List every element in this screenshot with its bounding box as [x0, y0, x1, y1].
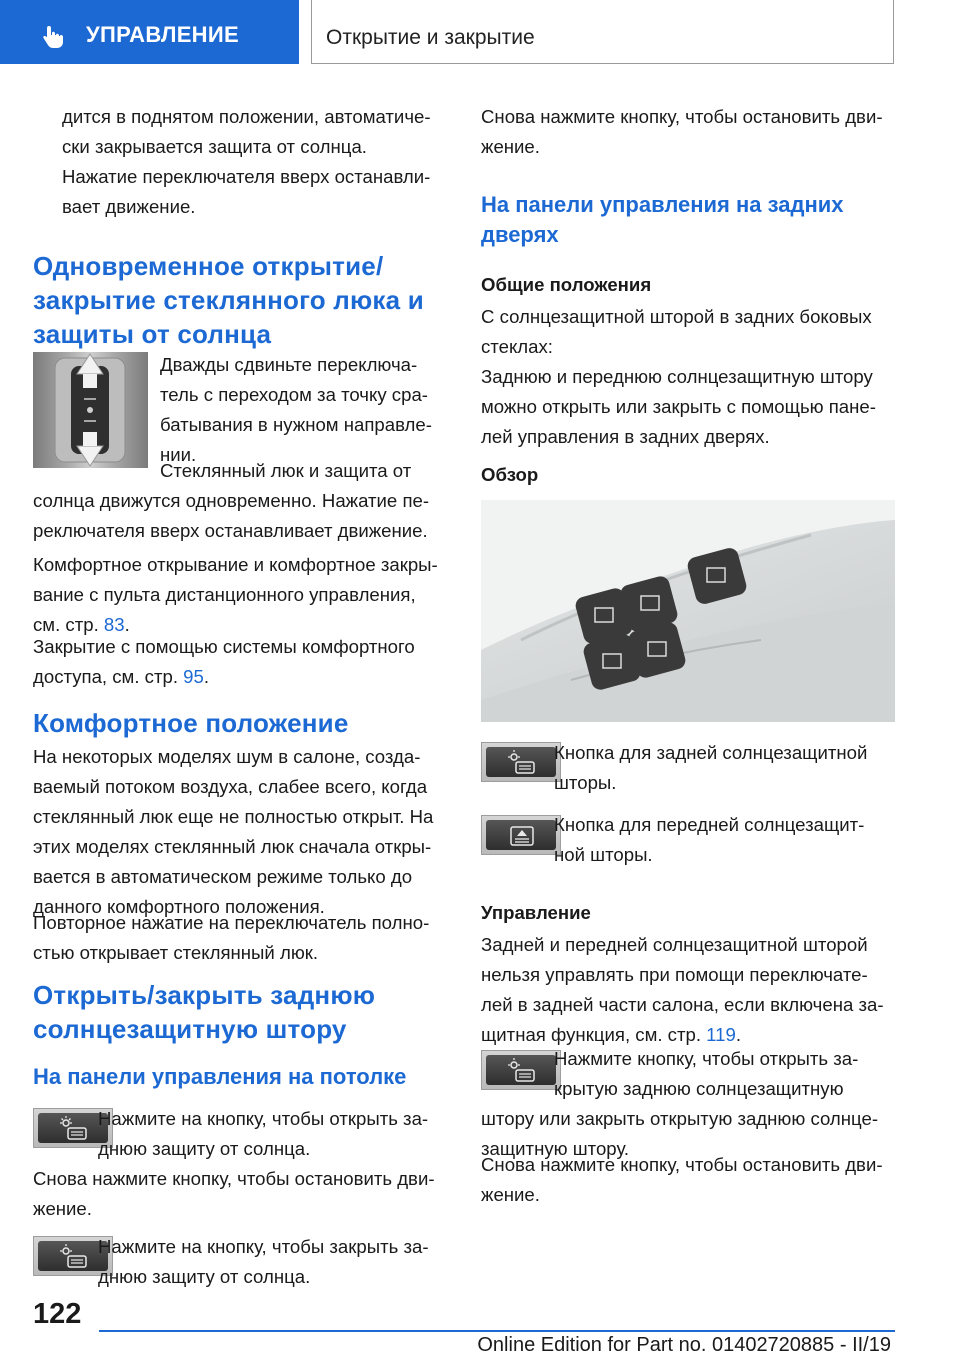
paragraph-control-protection: Задней и передней солнцезащитной шторой нельзя управлять при помощи переключате- лей в задней части салона, если включена за- щитная функция, см. стр. 119. [481, 934, 884, 1045]
heading-ceiling-panel: На панели управления на потолке [33, 1064, 407, 1089]
heading-overview: Обзор [481, 464, 539, 485]
footer-edition: Online Edition for Part no. 01402720885 - II/19 [477, 1334, 891, 1356]
paragraph-move-together-b: солнца движутся одновременно. Нажатие пе- реключателя вверх останавливает движение. [33, 490, 430, 541]
window-shade-button-icon [508, 823, 536, 849]
paragraph-stop-again-right: Снова нажмите кнопку, чтобы остановить дви- жение. [481, 106, 883, 157]
page-ref-119[interactable]: 119 [706, 1024, 736, 1045]
heading-simultaneous: Одновременное открытие/ закрытие стеклянного люка и защиты от солнца [33, 251, 424, 349]
paragraph-open-close-b: штору или закрыть открытую заднюю солнце- защитную штору. [481, 1108, 879, 1159]
paragraph-general-2: Заднюю и переднюю солнцезащитную штору можно открыть или закрыть с помощью пане- лей управления в задних дверях. [481, 366, 876, 447]
page-ref-83[interactable]: 83 [103, 614, 125, 635]
overhead-switch-image [33, 352, 148, 468]
paragraph-move-together-a: Стеклянный люк и защита от [160, 460, 412, 481]
paragraph-rear-shade-button: Кнопка для задней солнцезащитной шторы. [554, 742, 868, 793]
heading-comfort-position: Комфортное положение [33, 708, 349, 738]
paragraph-open-rear-shade: Нажмите на кнопку, чтобы открыть за- днюю защиту от солнца. [98, 1108, 429, 1159]
heading-control: Управление [481, 902, 591, 923]
paragraph-front-shade-button: Кнопка для передней солнцезащит- ной шторы. [554, 814, 865, 865]
header-divider-right [893, 0, 894, 64]
rear-shade-key-image [481, 742, 561, 782]
page-number: 122 [33, 1298, 82, 1330]
paragraph-stop-again-right-2: Снова нажмите кнопку, чтобы остановить дви- жение. [481, 1154, 883, 1205]
heading-general: Общие положения [481, 274, 652, 295]
switch-illustration [33, 352, 148, 468]
chapter-tab[interactable] [0, 0, 299, 64]
paragraph-double-slide: Дважды сдвиньте переключа- тель с переходом за точку сра- батывания в нужном направле- нии. [160, 354, 432, 465]
door-panel-image [481, 500, 895, 722]
footer-divider [99, 1330, 895, 1332]
header-divider-bottom [311, 63, 894, 64]
sunshade-button-icon [508, 1058, 536, 1084]
sunshade-button-icon [60, 1116, 88, 1142]
front-shade-key-image [481, 815, 561, 855]
sunshade-key-image [481, 1050, 561, 1090]
heading-rear-shade: Открыть/закрыть заднюю солнцезащитную штору [33, 980, 376, 1044]
sunshade-button-icon [60, 1244, 88, 1270]
heading-rear-doors: На панели управления на задних дверях [481, 192, 844, 247]
paragraph-open-close-a: Нажмите кнопку, чтобы открыть за- крытую заднюю солнцезащитную [554, 1048, 859, 1099]
hand-pointer-icon [40, 24, 66, 50]
chapter-tab-label: УПРАВЛЕНИЕ [86, 22, 239, 47]
page-ref-95[interactable]: 95 [183, 666, 204, 687]
paragraph-general-1: С солнцезащитной шторой в задних боковых стеклах: [481, 306, 872, 357]
paragraph-stop-again: Снова нажмите кнопку, чтобы остановить дви- жение. [33, 1168, 435, 1219]
paragraph-remote-comfort: Комфортное открывание и комфортное закры- вание с пульта дистанционного управления, см. стр. 83. [33, 554, 438, 635]
paragraph-close-rear-shade: Нажмите на кнопку, чтобы закрыть за- днюю защиту от солнца. [98, 1236, 429, 1287]
paragraph-comfort-position: На некоторых моделях шум в салоне, созда- ваемый потоком воздуха, слабее всего, когда стеклянный люк еще не полностью открыт. На этих моделях стеклянный люк сначала откры- вается в автоматическом режиме только до данного комфортного положения. [33, 746, 434, 917]
section-title: Открытие и закрытие [326, 26, 535, 49]
paragraph-continuation: дится в поднятом положении, автоматиче- ски закрывается защита от солнца. [62, 106, 431, 157]
paragraph-stop-movement: Нажатие переключателя вверх останавли- вает движение. [62, 166, 431, 217]
sunshade-button-icon [508, 750, 536, 776]
paragraph-comfort-access: Закрытие с помощью системы комфортного доступа, см. стр. 95. [33, 636, 415, 687]
header-divider-left [311, 0, 312, 64]
door-switch-illustration [481, 500, 895, 722]
paragraph-full-open: Повторное нажатие на переключатель полно- стью открывает стеклянный люк. [33, 912, 430, 963]
